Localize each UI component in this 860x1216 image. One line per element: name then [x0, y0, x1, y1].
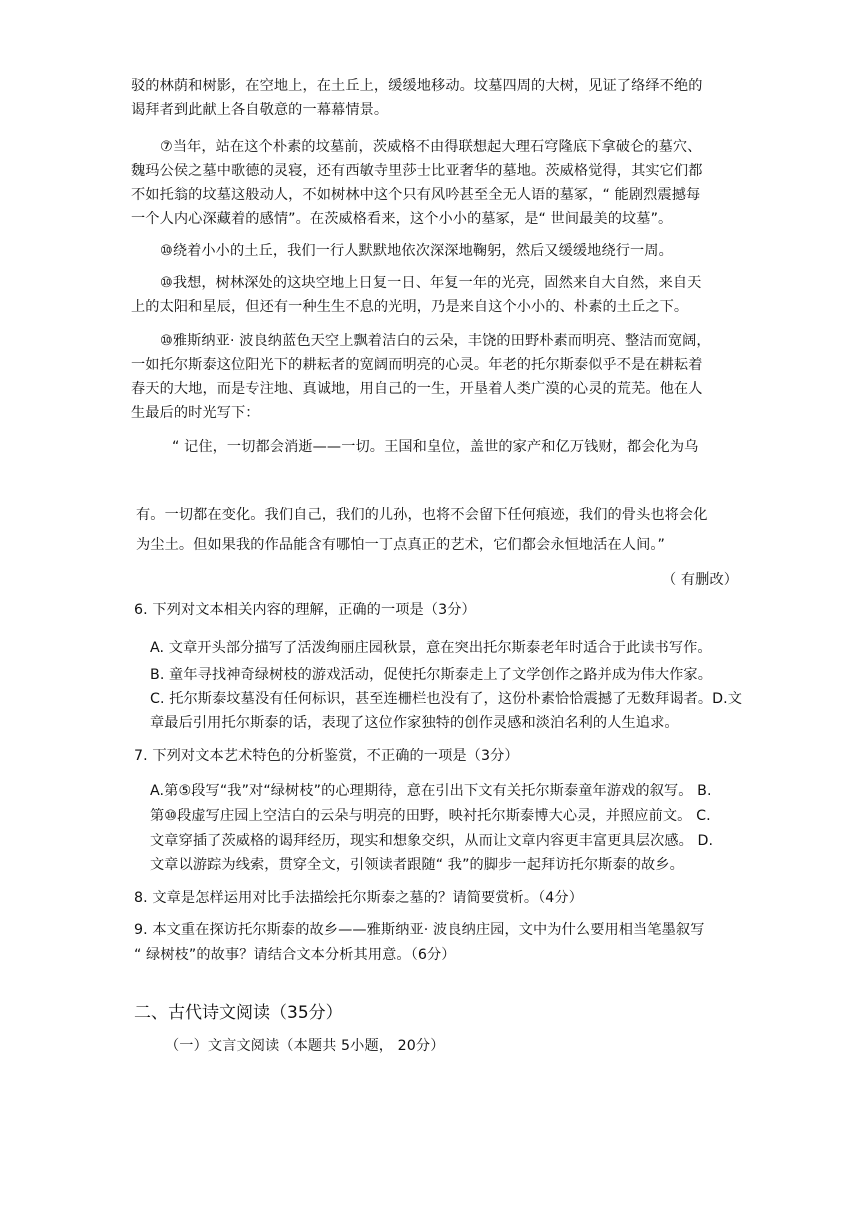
section-heading: 二、古代诗文阅读（35分）: [134, 1003, 343, 1023]
paragraph-line: 生最后的时光写下：: [131, 405, 260, 421]
paragraph-line: ⑩绕着小小的土丘，我们一行人默默地依次深深地鞠躬，然后又缓缓地绕行一周。: [160, 243, 673, 259]
question-7-option: A.第⑤段写“我”对“绿树枝”的心理期待，意在引出下文有关托尔斯泰童年游戏的叙写。 B.: [150, 783, 712, 799]
quote-line: “ 记住，一切都会消逝——一切。王国和皇位，盖世的家产和亿万钱财，都会化为乌: [172, 439, 699, 455]
paragraph-line: ⑩我想，树林深处的这块空地上日复一日、年复一年的光亮，固然来自大自然，来自天: [160, 275, 702, 291]
subsection-heading: （一）文言文阅读（本题共 5小题， 20分）: [165, 1038, 445, 1054]
question-6-option: C. 托尔斯泰坟墓没有任何标识，甚至连栅栏也没有了，这份朴素恰恰震撼了无数拜谒者。D.文: [150, 691, 743, 707]
paragraph-line: 一个人内心深藏着的感情”。在茨威格看来，这个小小的墓冢，是“ 世间最美的坟墓”。: [131, 211, 673, 227]
question-9-stem: 9. 本文重在探访托尔斯泰的故乡——雅斯纳亚· 波良纳庄园，文中为什么要用相当笔墨叙写: [134, 922, 705, 938]
question-6-option: 章最后引用托尔斯泰的话，表现了这位作家独特的创作灵感和淡泊名利的人生追求。: [150, 715, 679, 731]
paragraph-line: 春天的大地，而是专注地、真诚地，用自己的一生，开垦着人类广漠的心灵的荒芜。他在人: [131, 381, 703, 397]
question-6-stem: 6. 下列对文本相关内容的理解，正确的一项是（3分）: [134, 602, 476, 618]
abridged-note: （ 有删改）: [662, 572, 739, 588]
question-6-option: B. 童年寻找神奇绿树枝的游戏活动，促使托尔斯泰走上了文学创作之路并成为伟大作家。: [150, 667, 712, 683]
question-7-option: 文章穿插了茨威格的谒拜经历，现实和想象交织，从而让文章内容更丰富更具层次感。 D.: [150, 833, 714, 849]
question-7-option: 第⑩段虚写庄园上空洁白的云朵与明亮的田野，映衬托尔斯泰博大心灵，并照应前文。 C.: [150, 808, 711, 824]
paragraph-line: 谒拜者到此献上各自敬意的一幕幕情景。: [131, 102, 389, 118]
paragraph-line: 一如托尔斯泰这位阳光下的耕耘者的宽阔而明亮的心灵。年老的托尔斯泰似乎不是在耕耘着: [131, 357, 703, 373]
paragraph-line: 不如托翁的坟墓这般动人，不如树林中这个只有风吟甚至全无人语的墓冢，“ 能剧烈震撼每: [131, 187, 701, 203]
quote-line: 有。一切都在变化。我们自己，我们的儿孙，也将不会留下任何痕迹，我们的骨头也将会化: [136, 507, 708, 523]
paragraph-line: ⑩雅斯纳亚· 波良纳蓝色天空上飘着洁白的云朵，丰饶的田野朴素而明亮、整洁而宽阔，: [160, 333, 711, 349]
question-9-stem: “ 绿树枝”的故事？请结合文本分析其用意。（6分）: [134, 947, 456, 963]
paragraph-line: 驳的林荫和树影，在空地上，在土丘上，缓缓地移动。坟墓四周的大树，见证了络绎不绝的: [131, 78, 703, 94]
paragraph-line: ⑦当年，站在这个朴素的坟墓前，茨威格不由得联想起大理石穹隆底下拿破仑的墓穴、: [160, 139, 702, 155]
quote-line: 为尘土。但如果我的作品能含有哪怕一丁点真正的艺术，它们都会永恒地活在人间。”: [136, 537, 665, 553]
paragraph-line: 上的太阳和星辰，但还有一种生生不息的光明，乃是来自这个小小的、朴素的土丘之下。: [131, 299, 689, 315]
question-6-option: A. 文章开头部分描写了活泼绚丽庄园秋景，意在突出托尔斯泰老年时适合于此读书写作。: [150, 640, 712, 656]
question-8-stem: 8. 文章是怎样运用对比手法描绘托尔斯泰之墓的？请简要赏析。（4分）: [134, 890, 583, 906]
question-7-option: 文章以游踪为线索，贯穿全文，引领读者跟随“ 我”的脚步一起拜访托尔斯泰的故乡。: [150, 857, 684, 873]
question-7-stem: 7. 下列对文本艺术特色的分析鉴赏，不正确的一项是（3分）: [134, 748, 519, 764]
paragraph-line: 魏玛公侯之墓中歌德的灵寝，还有西敏寺里莎士比亚奢华的墓地。茨威格觉得，其实它们都: [131, 163, 703, 179]
